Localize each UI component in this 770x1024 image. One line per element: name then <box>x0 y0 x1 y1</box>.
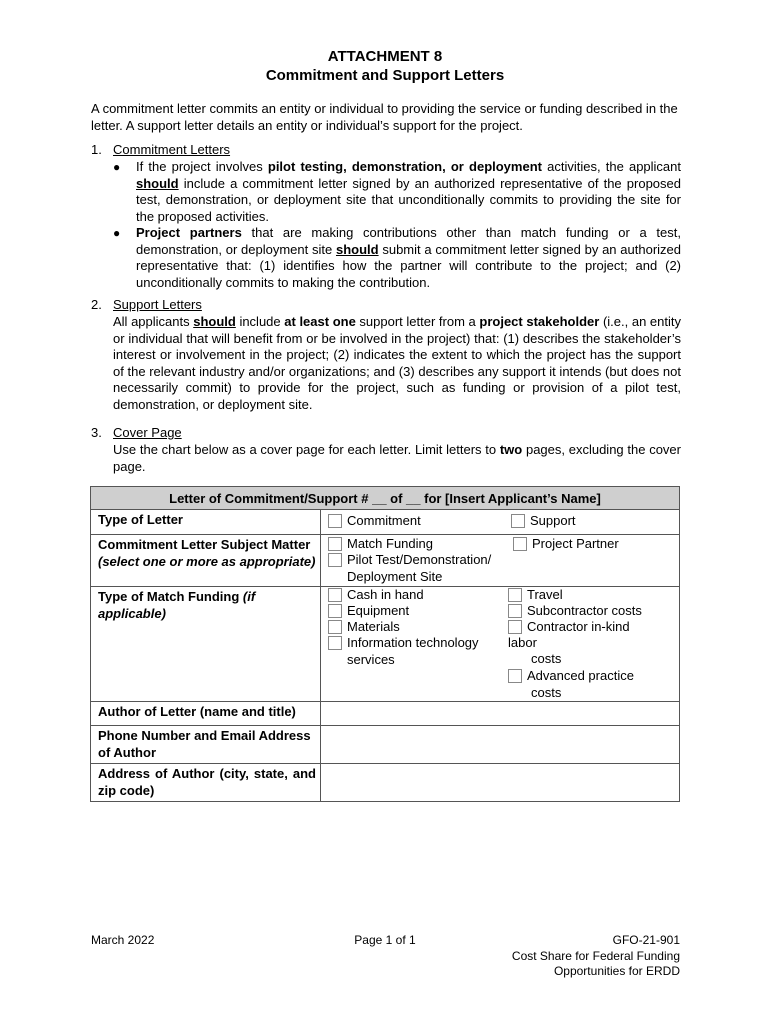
option-project-partner[interactable]: Project Partner <box>513 536 619 553</box>
checkbox[interactable] <box>328 514 342 528</box>
option-contractor-in-kind[interactable]: Contractor in-kind <box>508 619 630 636</box>
checkbox[interactable] <box>508 669 522 683</box>
page-subtitle: Commitment and Support Letters <box>265 67 505 84</box>
table-row <box>91 510 680 535</box>
option-advanced-practice[interactable]: Advanced practice costs <box>508 668 634 701</box>
section-body: Use the chart below as a cover page for each letter. Limit letters to two pages, excluding the cover page. <box>113 442 681 474</box>
table-row <box>91 587 680 702</box>
option-contractor-labor: labor <box>508 635 537 650</box>
checkbox[interactable] <box>328 604 342 618</box>
option-subcontractor-costs[interactable]: Subcontractor costs <box>508 603 642 620</box>
option-pilot-test[interactable]: Pilot Test/Demonstration/ Deployment Site <box>328 552 491 585</box>
footer-page-number: Page 1 of 1 <box>354 933 416 947</box>
checkbox[interactable] <box>513 537 527 551</box>
row-label: Type of Letter <box>91 510 321 535</box>
option-equipment[interactable]: Equipment <box>328 603 409 620</box>
option-match-funding[interactable]: Match Funding <box>328 536 433 553</box>
row-label: Phone Number and Email Address of Author <box>91 726 321 764</box>
checkbox[interactable] <box>328 620 342 634</box>
section-number: 1. <box>91 142 102 157</box>
table-row <box>91 764 680 802</box>
section-heading: Commitment Letters <box>113 142 231 157</box>
row-label: Commitment Letter Subject Matter (select one or more as appropriate) <box>91 535 321 587</box>
row-value <box>321 510 680 535</box>
checkbox[interactable] <box>508 620 522 634</box>
option-travel[interactable]: Travel <box>508 587 563 604</box>
table-header: Letter of Commitment/Support # __ of __ for [Insert Applicant’s Name] <box>91 487 680 510</box>
table-row <box>91 702 680 726</box>
option-information-technology[interactable]: Information technology services <box>328 635 479 668</box>
checkbox[interactable] <box>328 588 342 602</box>
intro-paragraph: A commitment letter commits an entity or individual to providing the service or funding described in the letter. A support letter details an entity or individual’s support for the project. <box>91 101 678 133</box>
row-label: Address of Author (city, state, and zip code) <box>91 764 321 802</box>
bullet-icon: ● <box>113 160 121 174</box>
option-contractor-costs: costs <box>531 651 562 666</box>
list-item: ● If the project involves pilot testing, demonstration, or deployment activities, the applicant should include a commitment letter signed by an authorized representative of the proposed test, demonstration, or deployment site that unconditionally commits to providing the site for the proposed activities. <box>113 159 681 224</box>
option-cash-in-hand[interactable]: Cash in hand <box>328 587 424 604</box>
checkbox[interactable] <box>511 514 525 528</box>
bullet-icon: ● <box>113 226 121 240</box>
section-heading: Support Letters <box>113 297 202 312</box>
section-number: 3. <box>91 425 102 440</box>
cover-page-table <box>90 486 680 802</box>
table-row <box>91 535 680 587</box>
checkbox[interactable] <box>328 537 342 551</box>
bullet-list <box>113 159 681 291</box>
section-number: 2. <box>91 297 102 312</box>
option-materials[interactable]: Materials <box>328 619 400 636</box>
section-body: All applicants should include at least one support letter from a project stakeholder (i.e., an entity or individual that will benefit from or be involved in the project) that: (1) describes the stakeholder’s interest or involvement in the project; (2) indicates the extent to which the project has the support of the relevant industry and/or organizations; and (3) describes any support it intends (but does not necessarily commit) to provide for the project, such as funding or provision of a pilot test, demonstration, or deployment site. <box>113 314 681 412</box>
section-heading: Cover Page <box>113 425 182 440</box>
checkbox[interactable] <box>508 588 522 602</box>
row-label: Author of Letter (name and title) <box>91 702 321 726</box>
phone-email-field[interactable] <box>321 726 680 764</box>
checkbox[interactable] <box>328 553 342 567</box>
footer-document-info: GFO-21-901 Cost Share for Federal Funding Opportunities for ERDD <box>511 933 680 978</box>
option-commitment[interactable]: Commitment <box>328 513 421 530</box>
checkbox[interactable] <box>508 604 522 618</box>
row-value <box>321 587 680 702</box>
address-field[interactable] <box>321 764 680 802</box>
row-label: Type of Match Funding (if applicable) <box>91 587 321 702</box>
author-field[interactable] <box>321 702 680 726</box>
page-title: ATTACHMENT 8 <box>327 48 443 65</box>
option-support[interactable]: Support <box>511 513 576 530</box>
checkbox[interactable] <box>328 636 342 650</box>
list-item: ● Project partners that are making contributions other than match funding or a test, demonstration, or deployment site should submit a commitment letter signed by an authorized representative that: (1) identifies how the partner will contribute to the project; and (2) unconditionally commits to making the contribution. <box>113 225 681 290</box>
table-row <box>91 726 680 764</box>
row-value <box>321 535 680 587</box>
footer-date: March 2022 <box>91 933 155 947</box>
